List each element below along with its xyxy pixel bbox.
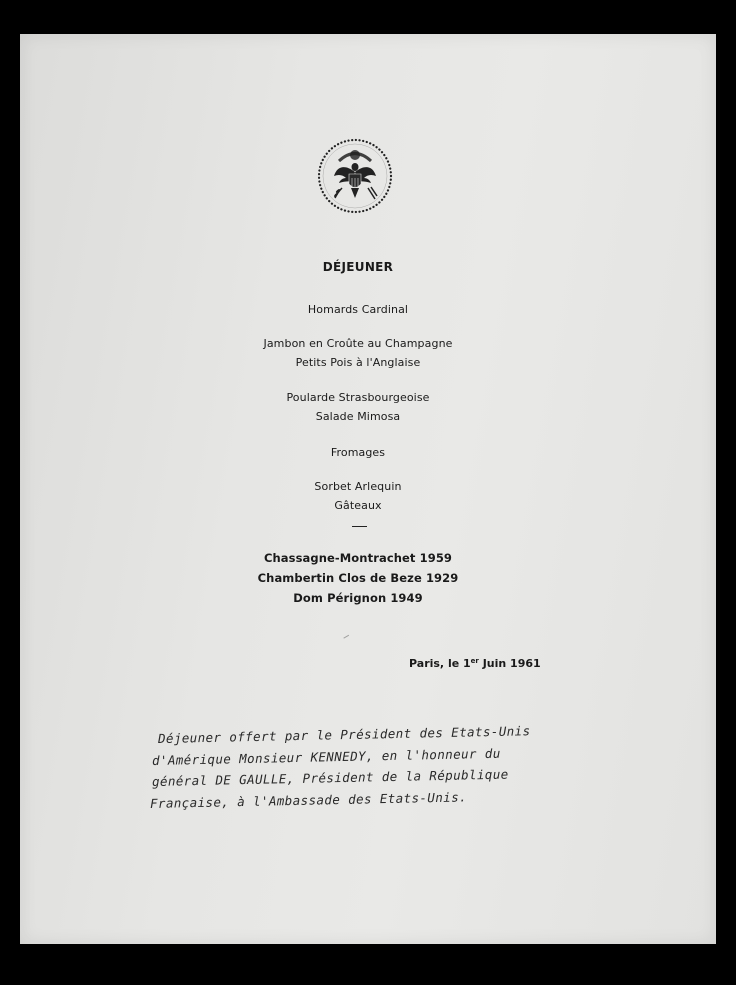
course-item: Petits Pois à l'Anglaise — [295, 356, 421, 369]
wine-item: Chambertin Clos de Beze 1929 — [257, 571, 459, 585]
handwritten-line: général DE GAULLE, Président de la République — [151, 766, 509, 789]
course-item: Salade Mimosa — [315, 410, 401, 423]
course-item: Sorbet Arlequin — [314, 480, 402, 493]
dateline-superscript: er — [470, 657, 479, 665]
course-item: Homards Cardinal — [307, 303, 409, 316]
course-item: Jambon en Croûte au Champagne — [263, 337, 453, 350]
wine-item: Dom Pérignon 1949 — [293, 591, 423, 605]
course-item: Fromages — [330, 446, 386, 459]
course-item: Gâteaux — [334, 499, 382, 512]
wine-item: Chassagne-Montrachet 1959 — [263, 551, 453, 565]
course-item: Poularde Strasbourgeoise — [286, 391, 430, 404]
handwritten-line: d'Amérique Monsieur KENNEDY, en l'honneur du — [151, 745, 501, 768]
dateline-prefix: Paris, le 1 — [409, 657, 471, 670]
presidential-seal-icon — [315, 136, 395, 216]
handwritten-line: Française, à l'Ambassade des Etats-Unis. — [149, 789, 468, 811]
dateline — [409, 657, 541, 670]
menu-title: DÉJEUNER — [322, 260, 394, 274]
handwritten-line: Déjeuner offert par le Président des Etats-Unis — [157, 723, 531, 746]
section-divider — [352, 526, 367, 527]
dateline-suffix: Juin 1961 — [478, 657, 541, 670]
